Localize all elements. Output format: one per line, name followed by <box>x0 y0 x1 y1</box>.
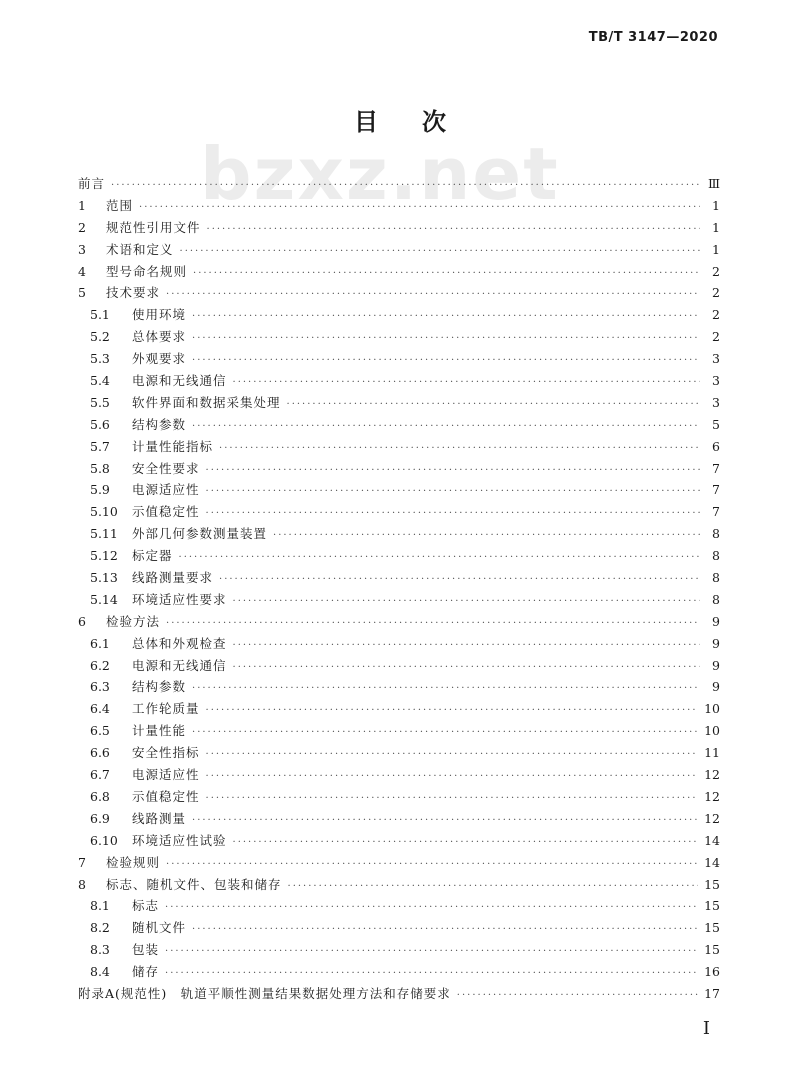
toc-entry-number: 7 <box>78 854 86 870</box>
toc-entry[interactable] <box>78 917 720 939</box>
toc-leader-dots <box>166 854 698 876</box>
toc-entry-page: 5 <box>712 416 720 432</box>
toc-entry-page: 7 <box>712 482 720 498</box>
toc-entry-page: 12 <box>704 810 720 826</box>
toc-entry-title: 总体和外观检查 <box>132 635 227 651</box>
toc-entry-title: 外部几何参数测量装置 <box>132 526 268 542</box>
toc-entry[interactable] <box>78 567 720 589</box>
toc-entry-page: 14 <box>704 854 720 870</box>
toc-entry-page: 1 <box>712 241 720 257</box>
toc-entry-number: 6 <box>78 613 86 629</box>
toc-entry-title: 工作轮质量 <box>132 701 200 717</box>
toc-entry-page: 2 <box>712 329 720 345</box>
toc-entry-number: 6.9 <box>90 810 110 826</box>
toc-entry-title: 安全性指标 <box>132 745 200 761</box>
toc-entry-page: 15 <box>704 920 720 936</box>
toc-entry[interactable] <box>78 479 720 501</box>
toc-entry[interactable] <box>78 589 720 611</box>
toc-entry-number: 6.6 <box>90 745 110 761</box>
toc-entry-title: 环境适应性要求 <box>132 591 227 607</box>
toc-leader-dots <box>166 613 700 635</box>
table-of-contents <box>78 173 720 1005</box>
toc-entry[interactable] <box>78 895 720 917</box>
toc-entry-title: 外观要求 <box>132 351 187 367</box>
toc-entry-title: 包装 <box>132 942 160 958</box>
toc-entry-title: 标定器 <box>132 548 173 564</box>
toc-entry-page: 12 <box>704 788 720 804</box>
toc-entry[interactable] <box>78 173 720 195</box>
toc-entry[interactable] <box>78 414 720 436</box>
toc-entry-title: 检验方法 <box>106 613 161 629</box>
toc-entry-number: 6.5 <box>90 723 110 739</box>
toc-leader-dots <box>207 219 700 241</box>
toc-leader-dots <box>233 635 700 657</box>
toc-entry-page: 9 <box>712 657 720 673</box>
toc-leader-dots <box>165 941 698 963</box>
toc-entry[interactable] <box>78 611 720 633</box>
toc-entry-title: 型号命名规则 <box>106 263 188 279</box>
toc-entry-number: 5.13 <box>90 570 118 586</box>
toc-entry-page: 9 <box>712 679 720 695</box>
toc-entry[interactable] <box>78 720 720 742</box>
toc-entry-page: 15 <box>704 942 720 958</box>
toc-entry-title: 线路测量要求 <box>132 570 214 586</box>
toc-entry-page: 6 <box>712 438 720 454</box>
toc-entry-title: 软件界面和数据采集处理 <box>132 394 281 410</box>
toc-leader-dots <box>233 372 700 394</box>
toc-entry[interactable] <box>78 217 720 239</box>
toc-entry[interactable] <box>78 939 720 961</box>
toc-entry-number: 5 <box>78 285 86 301</box>
toc-leader-dots <box>193 263 700 285</box>
toc-entry-title: 使用环境 <box>132 307 187 323</box>
toc-entry[interactable] <box>78 458 720 480</box>
toc-entry-page: 3 <box>712 351 720 367</box>
toc-entry[interactable] <box>78 195 720 217</box>
toc-entry[interactable] <box>78 698 720 720</box>
toc-entry[interactable] <box>78 545 720 567</box>
toc-entry-number: 6.10 <box>90 832 118 848</box>
toc-leader-dots <box>233 832 699 854</box>
toc-leader-dots <box>165 963 698 985</box>
toc-leader-dots <box>219 438 700 460</box>
standard-code: TB/T 3147—2020 <box>588 30 718 45</box>
toc-leader-dots <box>273 525 700 547</box>
toc-entry-title: 环境适应性试验 <box>132 832 227 848</box>
toc-entry-number: 4 <box>78 263 86 279</box>
toc-entry-title: 示值稳定性 <box>132 504 200 520</box>
toc-entry-page: 3 <box>712 373 720 389</box>
toc-entry[interactable] <box>78 655 720 677</box>
toc-entry[interactable] <box>78 348 720 370</box>
toc-leader-dots <box>192 350 700 372</box>
toc-entry-page: 12 <box>704 767 720 783</box>
toc-entry-page: 3 <box>712 394 720 410</box>
toc-entry-number: 5.1 <box>90 307 110 323</box>
toc-entry-number: 5.7 <box>90 438 110 454</box>
toc-entry-title: 线路测量 <box>132 810 187 826</box>
toc-entry-page: 8 <box>712 591 720 607</box>
page-number: Ⅰ <box>702 1018 710 1039</box>
toc-entry[interactable] <box>78 501 720 523</box>
toc-leader-dots <box>166 284 700 306</box>
toc-leader-dots <box>165 897 698 919</box>
toc-entry[interactable] <box>78 326 720 348</box>
toc-entry[interactable] <box>78 370 720 392</box>
toc-entry-number: 5.8 <box>90 460 110 476</box>
toc-entry-number: 5.5 <box>90 394 110 410</box>
toc-entry-page: 9 <box>712 613 720 629</box>
toc-entry-page: 2 <box>712 263 720 279</box>
toc-entry-page: 2 <box>712 307 720 323</box>
toc-leader-dots <box>206 481 700 503</box>
toc-leader-dots <box>206 503 700 525</box>
toc-entry-page: 17 <box>704 985 720 1001</box>
toc-entry-page: Ⅲ <box>707 176 720 191</box>
toc-entry-number: 5.4 <box>90 373 110 389</box>
toc-entry[interactable] <box>78 852 720 874</box>
toc-entry-title: 总体要求 <box>132 329 187 345</box>
toc-leader-dots <box>206 700 699 722</box>
toc-entry-page: 15 <box>704 876 720 892</box>
toc-entry-page: 8 <box>712 526 720 542</box>
toc-leader-dots <box>457 985 698 1007</box>
toc-entry[interactable] <box>78 436 720 458</box>
toc-entry-title: 附录A(规范性) 轨道平顺性测量结果数据处理方法和存储要求 <box>78 985 451 1001</box>
toc-leader-dots <box>233 591 700 613</box>
toc-leader-dots <box>111 175 700 197</box>
toc-entry[interactable] <box>78 961 720 983</box>
toc-entry-number: 8.3 <box>90 942 110 958</box>
toc-entry-page: 15 <box>704 898 720 914</box>
toc-entry-number: 6.1 <box>90 635 110 651</box>
toc-entry-title: 电源和无线通信 <box>132 657 227 673</box>
toc-entry-page: 2 <box>712 285 720 301</box>
toc-entry-page: 1 <box>712 197 720 213</box>
toc-entry-title: 标志、随机文件、包装和储存 <box>106 876 282 892</box>
toc-leader-dots <box>192 306 700 328</box>
toc-entry-number: 5.11 <box>90 526 118 542</box>
toc-leader-dots <box>192 810 698 832</box>
toc-entry[interactable] <box>78 742 720 764</box>
toc-leader-dots <box>288 876 699 898</box>
toc-leader-dots <box>192 722 698 744</box>
toc-entry-title: 随机文件 <box>132 920 187 936</box>
toc-entry-number: 5.10 <box>90 504 118 520</box>
toc-leader-dots <box>192 416 700 438</box>
toc-leader-dots <box>206 460 700 482</box>
toc-entry[interactable] <box>78 633 720 655</box>
toc-entry-title: 范围 <box>106 197 134 213</box>
toc-entry-title: 电源适应性 <box>132 482 200 498</box>
toc-entry-number: 6.4 <box>90 701 110 717</box>
toc-leader-dots <box>139 197 700 219</box>
toc-entry-number: 3 <box>78 241 86 257</box>
toc-entry-number: 8 <box>78 876 86 892</box>
toc-entry-page: 16 <box>704 964 720 980</box>
toc-entry[interactable] <box>78 261 720 283</box>
toc-entry[interactable] <box>78 764 720 786</box>
toc-entry[interactable] <box>78 874 720 896</box>
toc-entry[interactable] <box>78 523 720 545</box>
toc-leader-dots <box>192 328 700 350</box>
toc-entry-number: 5.12 <box>90 548 118 564</box>
toc-entry-page: 10 <box>704 723 720 739</box>
toc-entry-number: 1 <box>78 197 86 213</box>
toc-entry-title: 规范性引用文件 <box>106 219 201 235</box>
toc-entry-page: 9 <box>712 635 720 651</box>
toc-entry-title: 安全性要求 <box>132 460 200 476</box>
page-title: 目次 <box>354 108 490 136</box>
toc-entry-title: 电源和无线通信 <box>132 373 227 389</box>
toc-entry[interactable] <box>78 392 720 414</box>
toc-entry-number: 5.9 <box>90 482 110 498</box>
toc-entry[interactable] <box>78 830 720 852</box>
toc-leader-dots <box>192 678 700 700</box>
toc-entry-title: 结构参数 <box>132 679 187 695</box>
toc-entry-title: 结构参数 <box>132 416 187 432</box>
toc-entry[interactable] <box>78 808 720 830</box>
toc-entry-number: 5.6 <box>90 416 110 432</box>
toc-entry-page: 7 <box>712 460 720 476</box>
toc-entry-page: 14 <box>704 832 720 848</box>
toc-entry-number: 6.2 <box>90 657 110 673</box>
toc-entry-title: 电源适应性 <box>132 767 200 783</box>
toc-entry-number: 6.7 <box>90 767 110 783</box>
toc-entry-page: 8 <box>712 548 720 564</box>
watermark: bzxz.net <box>200 132 560 216</box>
toc-entry-title: 计量性能 <box>132 723 187 739</box>
toc-leader-dots <box>287 394 700 416</box>
toc-entry-title: 前言 <box>78 176 106 191</box>
toc-entry-title: 储存 <box>132 964 160 980</box>
toc-entry[interactable] <box>78 282 720 304</box>
toc-entry-page: 11 <box>704 745 720 761</box>
toc-leader-dots <box>219 569 700 591</box>
toc-leader-dots <box>180 241 700 263</box>
toc-entry-page: 10 <box>704 701 720 717</box>
toc-entry-title: 技术要求 <box>106 285 161 301</box>
toc-entry-title: 检验规则 <box>106 854 161 870</box>
toc-entry-number: 5.2 <box>90 329 110 345</box>
toc-entry-number: 2 <box>78 219 86 235</box>
toc-entry-title: 术语和定义 <box>106 241 174 257</box>
toc-entry-title: 计量性能指标 <box>132 438 214 454</box>
toc-leader-dots <box>206 788 699 810</box>
toc-entry[interactable] <box>78 983 720 1005</box>
toc-leader-dots <box>233 657 700 679</box>
toc-entry[interactable] <box>78 786 720 808</box>
toc-leader-dots <box>179 547 700 569</box>
toc-leader-dots <box>206 744 699 766</box>
toc-entry[interactable] <box>78 239 720 261</box>
toc-entry[interactable] <box>78 304 720 326</box>
toc-entry-number: 8.1 <box>90 898 110 914</box>
toc-entry-number: 8.2 <box>90 920 110 936</box>
toc-leader-dots <box>192 919 698 941</box>
toc-leader-dots <box>206 766 699 788</box>
toc-entry-number: 5.3 <box>90 351 110 367</box>
toc-entry-page: 8 <box>712 570 720 586</box>
toc-entry-page: 1 <box>712 219 720 235</box>
toc-entry-title: 标志 <box>132 898 160 914</box>
toc-entry-title: 示值稳定性 <box>132 788 200 804</box>
toc-entry[interactable] <box>78 676 720 698</box>
toc-entry-number: 6.8 <box>90 788 110 804</box>
toc-entry-number: 8.4 <box>90 964 110 980</box>
toc-entry-page: 7 <box>712 504 720 520</box>
toc-entry-number: 6.3 <box>90 679 110 695</box>
toc-entry-number: 5.14 <box>90 591 118 607</box>
